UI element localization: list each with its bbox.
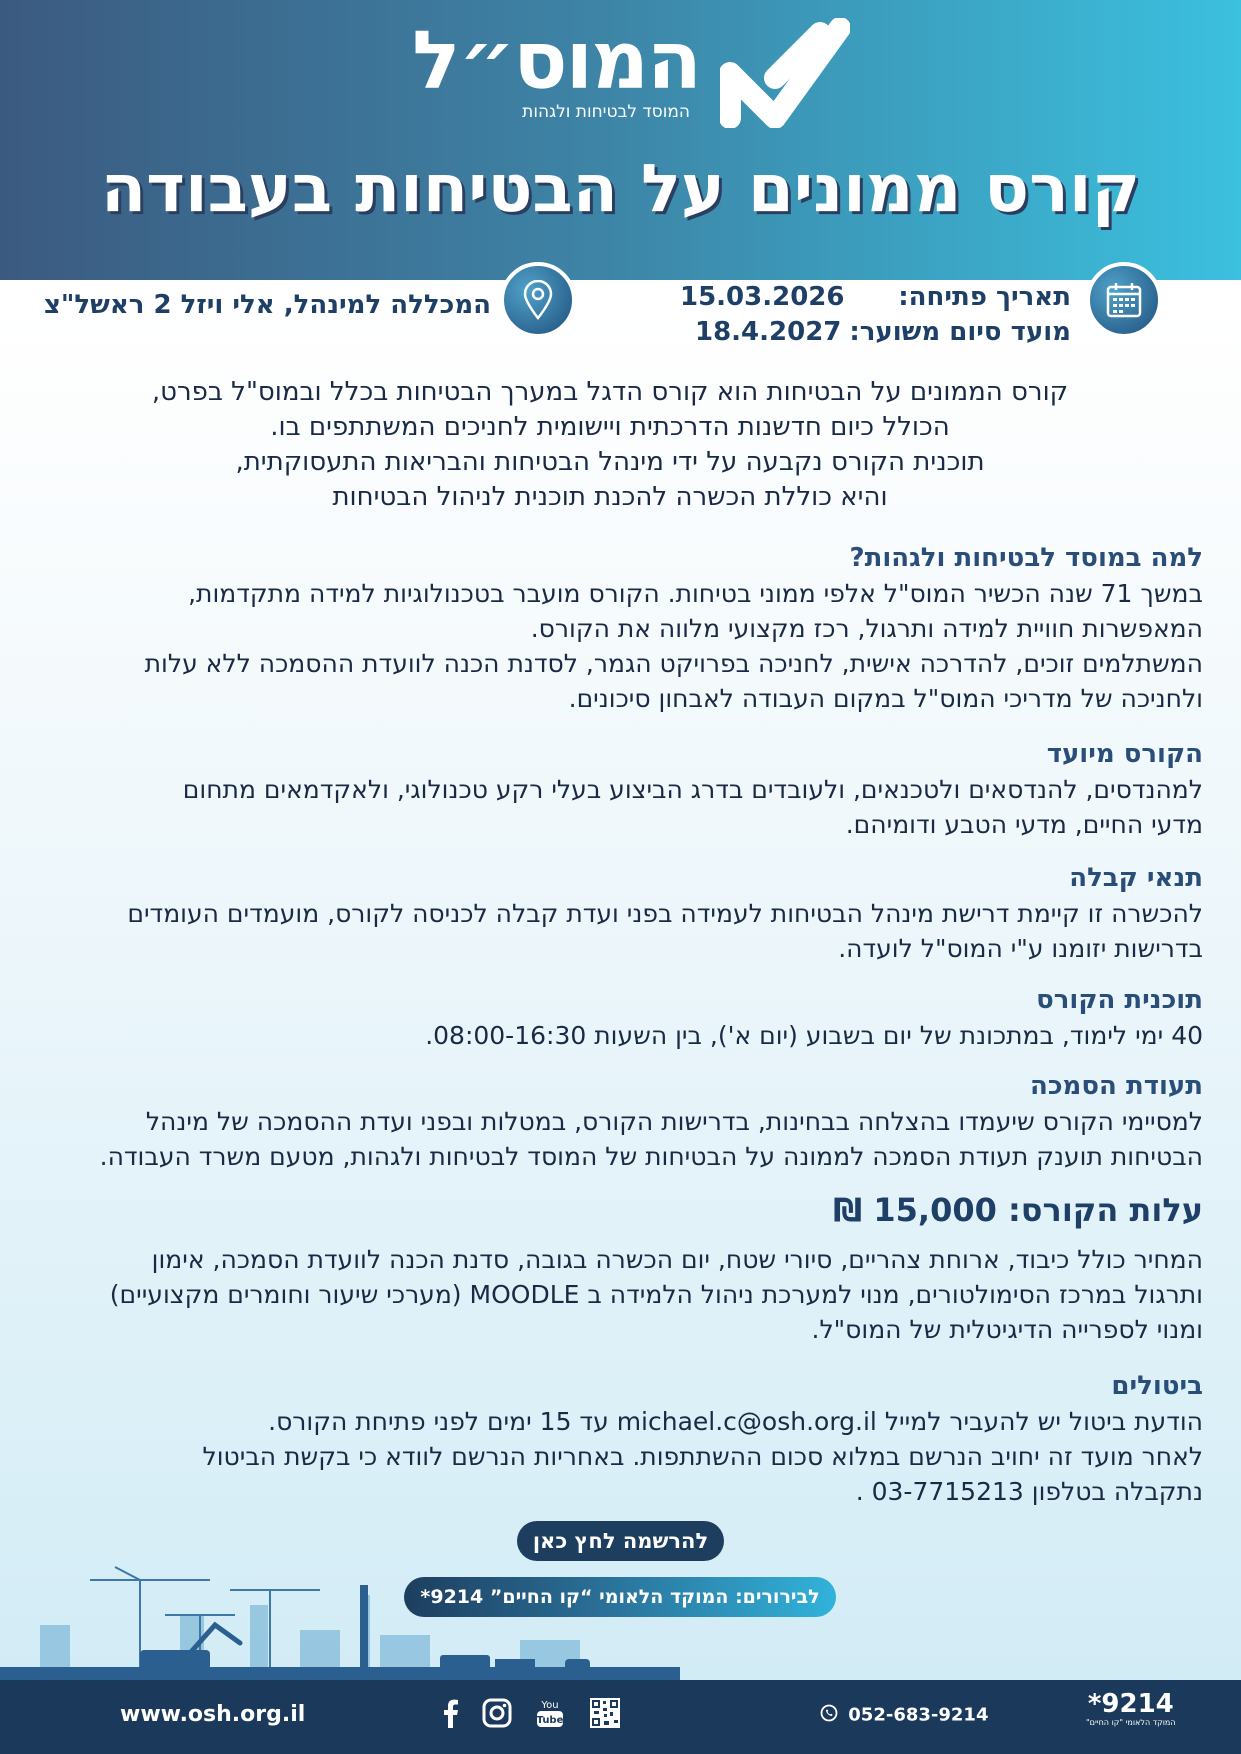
section-body <box>38 896 1203 966</box>
body-line: המחיר כולל כיבוד, ארוחת צהריים, סיורי שטח, יום הכשרה בגובה, סדנת הכנה לוועדת הסמכה, אימון <box>151 1245 1203 1274</box>
body-line: לאחר מועד זה יחויב הנרשם במלוא סכום ההשתתפות. באחריות הנרשם לוודא כי בקשת הביטול <box>202 1442 1203 1471</box>
register-button[interactable]: להרשמה לחץ כאן <box>517 1521 724 1561</box>
logo-name: המוס״ל <box>412 14 700 107</box>
section-audience <box>38 736 1203 842</box>
map-pin-icon <box>500 262 576 338</box>
facebook-icon[interactable] <box>433 1696 467 1730</box>
course-info-bar <box>0 270 1241 350</box>
page-title: קורס ממונים על הבטיחות בעבודה <box>100 150 1141 227</box>
intro-line: הכולל כיום חדשנות הדרכתית ויישומית לחניכים המשתתפים בו. <box>270 412 950 442</box>
opening-date-label: תאריך פתיחה: <box>898 282 1071 312</box>
osh-logo-mark-icon <box>720 18 850 128</box>
section-certificate <box>38 1068 1203 1174</box>
body-line: ומנוי לספרייה הדיגיטלית של המוס"ל. <box>811 1315 1203 1344</box>
section-body <box>38 1404 1203 1509</box>
whatsapp-icon <box>820 1704 838 1727</box>
osh-logo <box>390 14 850 128</box>
body-line: למהנדסים, להנדסאים ולטכנאים, ולעובדים בדרג הביצוע בעלי רקע טכנולוגי, ולאקדמאים מתחום <box>182 775 1203 804</box>
header-banner <box>0 0 1241 280</box>
body-line: ולחניכה של מדריכי המוס"ל במקום העבודה לאבחון סיכונים. <box>568 684 1203 713</box>
section-title: למה במוסד לבטיחות ולגהות? <box>849 543 1203 573</box>
section-title: תוכנית הקורס <box>1036 985 1203 1015</box>
footer-hotline <box>1086 1690 1176 1727</box>
section-program <box>38 982 1203 1053</box>
instagram-icon[interactable] <box>480 1696 514 1730</box>
footer-phone[interactable] <box>820 1704 988 1727</box>
footer-phone-number: 052-683-9214 <box>848 1704 989 1726</box>
hotline-caption: המוקד הלאומי "קו החיים" <box>1086 1718 1176 1727</box>
youtube-icon[interactable] <box>533 1696 567 1730</box>
body-line: הבטיחות תוענק תעודת הסמכה לממונה על הבטיחות של המוסד לבטיחות ולגהות, מטעם משרד העבודה. <box>99 1142 1203 1171</box>
body-line: במשך 71 שנה הכשיר המוס"ל אלפי ממוני בטיחות. הקורס מועבר בטכנולוגיות למידה מתקדמות, <box>188 579 1203 608</box>
logo-subtitle: המוסד לבטיחות ולגהות <box>522 102 690 122</box>
section-title: תעודת הסמכה <box>1029 1071 1203 1101</box>
calendar-icon <box>1086 262 1162 338</box>
body-line: בדרישות יזומנו ע"י המוס"ל לועדה. <box>838 934 1203 963</box>
opening-date-value: 15.03.2026 <box>680 282 845 312</box>
hotline-button[interactable]: לבירורים: המוקד הלאומי “קו החיים” 9214* <box>404 1577 836 1617</box>
body-line: המאפשרות חוויית למידה ותרגול, רכז מקצועי מלווה את הקורס. <box>530 614 1203 643</box>
industrial-skyline-illustration <box>0 1555 680 1685</box>
section-body <box>38 1242 1203 1347</box>
website-link[interactable]: www.osh.org.il <box>120 1702 306 1727</box>
body-line: המשתלמים זוכים, להדרכה אישית, לחניכה בפרויקט הגמר, לסדנת הכנה לוועדת ההסמכה ללא עלות <box>144 649 1203 678</box>
end-date-label: מועד סיום משוער: <box>849 317 1071 347</box>
intro-line: תוכנית הקורס נקבעה על ידי מינהל הבטיחות והבריאות התעסוקתית, <box>235 447 985 477</box>
section-title: תנאי קבלה <box>1069 863 1203 893</box>
section-body <box>38 772 1203 842</box>
intro-line: קורס הממונים על הבטיחות הוא קורס הדגל במערך הבטיחות בכלל ובמוס"ל בפרט, <box>151 377 1069 407</box>
intro-paragraph <box>60 375 1160 515</box>
section-cost <box>38 1188 1203 1347</box>
course-location: המכללה למינהל, אלי ויזל 2 ראשל"צ <box>43 290 491 320</box>
intro-line: והיא כוללת הכשרה להכנת תוכנית לניהול הבטיחות <box>332 482 888 512</box>
section-title: הקורס מיועד <box>1046 739 1203 769</box>
section-cancellations <box>38 1368 1203 1509</box>
body-line: להכשרה זו קיימת דרישת מינהל הבטיחות לעמידה בפני ועדת קבלה לכניסה לקורס, מועמדים העומדים <box>127 899 1203 928</box>
cost-title: עלות הקורס: 15,000 ₪ <box>833 1191 1203 1229</box>
body-line: ותרגול במרכז הסימולטורים, מנוי למערכת ניהול הלמידה ב MOODLE (מערכי שיעור וחומרים מקצועיים) <box>109 1280 1203 1309</box>
svg-text:Tube: Tube <box>536 1715 564 1726</box>
body-line: הודעת ביטול יש להעביר למייל michael.c@osh.org.il עד 15 ימים לפני פתיחת הקורס. <box>268 1407 1203 1436</box>
body-line: מדעי החיים, מדעי הטבע ודומיהם. <box>845 810 1203 839</box>
section-admission <box>38 860 1203 966</box>
qr-code-icon[interactable] <box>588 1696 622 1730</box>
body-line: 40 ימי לימוד, במתכונת של יום בשבוע (יום א'), בין השעות 08:00-16:30. <box>425 1021 1203 1050</box>
footer-bar <box>0 1680 1241 1754</box>
section-body <box>38 1104 1203 1174</box>
hotline-number: *9214 <box>1087 1689 1174 1719</box>
body-line: למסיימי הקורס שיעמדו בהצלחה בבחינות, בדרישות הקורס, במטלות ובפני ועדת ההסמכה של מינהל <box>145 1107 1203 1136</box>
section-title: ביטולים <box>1111 1371 1203 1401</box>
section-body <box>38 576 1203 716</box>
body-line: נתקבלה בטלפון 03-7715213 . <box>855 1477 1203 1506</box>
section-why <box>38 540 1203 716</box>
svg-text:You: You <box>541 1700 559 1711</box>
end-date-value: 18.4.2027 <box>695 317 842 347</box>
section-body <box>38 1018 1203 1053</box>
